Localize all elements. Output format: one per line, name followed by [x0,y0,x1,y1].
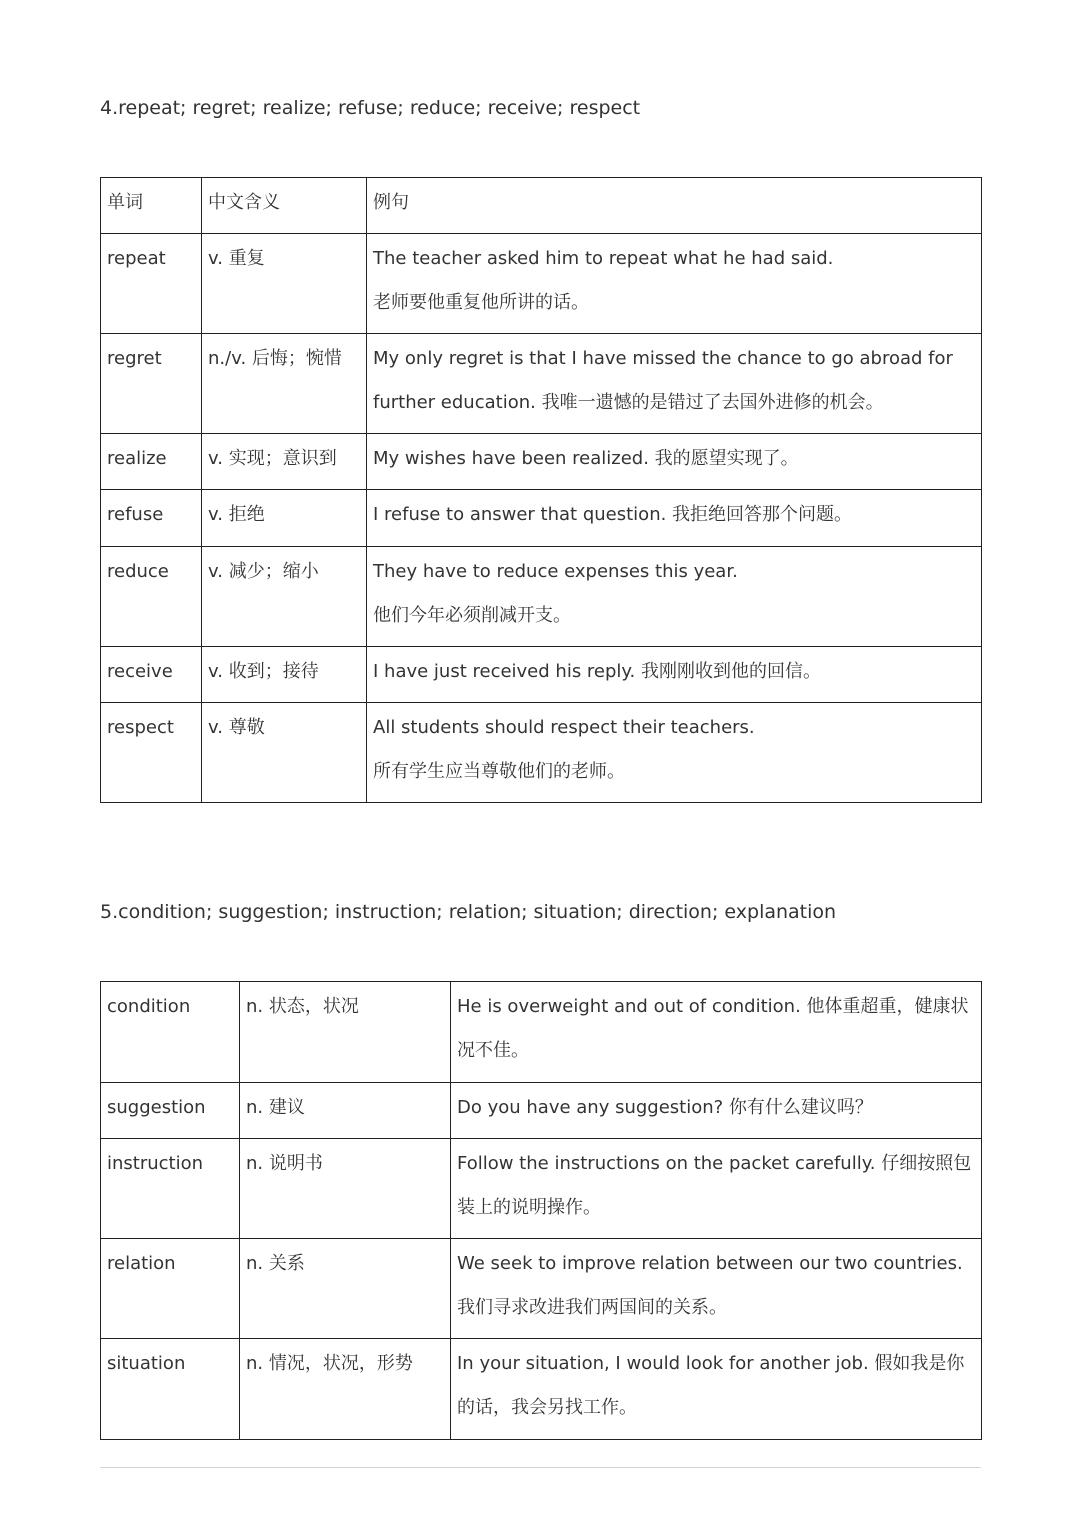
example-cell-translation: 所有学生应当尊敬他们的老师。 [373,761,625,782]
word-cell-text: regret [107,348,162,369]
table-row [101,490,982,547]
meaning-cell [240,982,451,1083]
example-cell-text: He is overweight and out of condition. 他体重超重，健康状况不佳。 [457,996,969,1061]
example-cell-text: All students should respect their teachers. [373,717,755,738]
vocab-table-section-4 [100,177,982,803]
word-cell [101,334,202,434]
meaning-cell-text: v. 实现；意识到 [208,448,337,469]
example-cell [451,1083,982,1139]
table-row [101,1083,982,1139]
vocab-table-section-5-body [101,982,982,1440]
table-row [101,334,982,434]
meaning-cell-text: v. 尊敬 [208,717,265,738]
table-row [101,982,982,1083]
header-meaning: 中文含义 [202,178,367,234]
meaning-cell [202,334,367,434]
example-cell [451,982,982,1083]
word-cell [101,234,202,334]
table-row [101,703,982,803]
meaning-cell [240,1339,451,1440]
word-cell [101,547,202,647]
example-cell [367,490,982,547]
vocab-table-section-4-body [101,178,982,803]
word-cell [101,1339,240,1440]
example-cell-translation: 老师要他重复他所讲的话。 [373,292,589,313]
word-cell-text: condition [107,996,191,1017]
word-cell [101,982,240,1083]
meaning-cell [240,1139,451,1239]
word-cell [101,1239,240,1339]
meaning-cell-text: n. 状态，状况 [246,996,359,1017]
word-cell [101,1139,240,1239]
meaning-cell [202,234,367,334]
meaning-cell-text: n. 情况，状况，形势 [246,1353,413,1374]
table-row [101,1139,982,1239]
word-cell-text: reduce [107,561,169,582]
header-example: 例句 [367,178,982,234]
example-cell [367,334,982,434]
example-cell-text: The teacher asked him to repeat what he had said. [373,248,834,269]
meaning-cell [202,490,367,547]
meaning-cell-text: v. 拒绝 [208,504,265,525]
example-cell [451,1339,982,1440]
table-row [101,547,982,647]
meaning-cell-text: n. 建议 [246,1097,305,1118]
word-cell-text: respect [107,717,174,738]
word-cell-text: receive [107,661,173,682]
meaning-cell [202,703,367,803]
example-cell-translation: 他们今年必须削减开支。 [373,605,571,626]
example-cell-text: My wishes have been realized. 我的愿望实现了。 [373,448,799,469]
word-cell [101,490,202,547]
table-row [101,647,982,703]
example-cell [367,647,982,703]
meaning-cell [240,1239,451,1339]
word-cell [101,1083,240,1139]
word-cell-text: instruction [107,1153,204,1174]
example-cell-text: Do you have any suggestion? 你有什么建议吗？ [457,1097,873,1118]
example-cell [367,703,982,803]
page-divider [100,1467,981,1468]
example-cell [367,547,982,647]
meaning-cell-text: n./v. 后悔；惋惜 [208,348,342,369]
table-row [101,434,982,490]
section-5-heading: 5.condition; suggestion; instruction; relation; situation; direction; explanation [100,901,837,923]
example-cell-text: My only regret is that I have missed the chance to go abroad for further education. 我唯一遗憾的是错过了去国外进修的机会。 [373,348,953,413]
word-cell [101,647,202,703]
meaning-cell-text: v. 减少；缩小 [208,561,319,582]
example-cell [451,1139,982,1239]
word-cell-text: relation [107,1253,176,1274]
word-cell-text: realize [107,448,167,469]
table-row [101,1239,982,1339]
table-row [101,234,982,334]
header-word: 单词 [101,178,202,234]
vocab-table-section-5 [100,981,982,1440]
word-cell [101,703,202,803]
table-row [101,1339,982,1440]
meaning-cell [202,434,367,490]
example-cell-text: We seek to improve relation between our two countries. 我们寻求改进我们两国间的关系。 [457,1253,963,1318]
section-4-heading: 4.repeat; regret; realize; refuse; reduce; receive; respect [100,97,641,119]
example-cell [451,1239,982,1339]
example-cell-text: I refuse to answer that question. 我拒绝回答那个问题。 [373,504,853,525]
example-cell-text: Follow the instructions on the packet carefully. 仔细按照包装上的说明操作。 [457,1153,972,1218]
meaning-cell-text: n. 说明书 [246,1153,323,1174]
example-cell-text: I have just received his reply. 我刚刚收到他的回信。 [373,661,821,682]
word-cell-text: suggestion [107,1097,206,1118]
meaning-cell-text: n. 关系 [246,1253,305,1274]
word-cell-text: situation [107,1353,186,1374]
example-cell [367,434,982,490]
meaning-cell-text: v. 重复 [208,248,265,269]
word-cell-text: refuse [107,504,164,525]
example-cell [367,234,982,334]
word-cell-text: repeat [107,248,166,269]
meaning-cell-text: v. 收到；接待 [208,661,319,682]
example-cell-text: They have to reduce expenses this year. [373,561,738,582]
table-header-row [101,178,982,234]
meaning-cell [202,547,367,647]
meaning-cell [240,1083,451,1139]
meaning-cell [202,647,367,703]
word-cell [101,434,202,490]
example-cell-text: In your situation, I would look for another job. 假如我是你的话，我会另找工作。 [457,1353,965,1418]
